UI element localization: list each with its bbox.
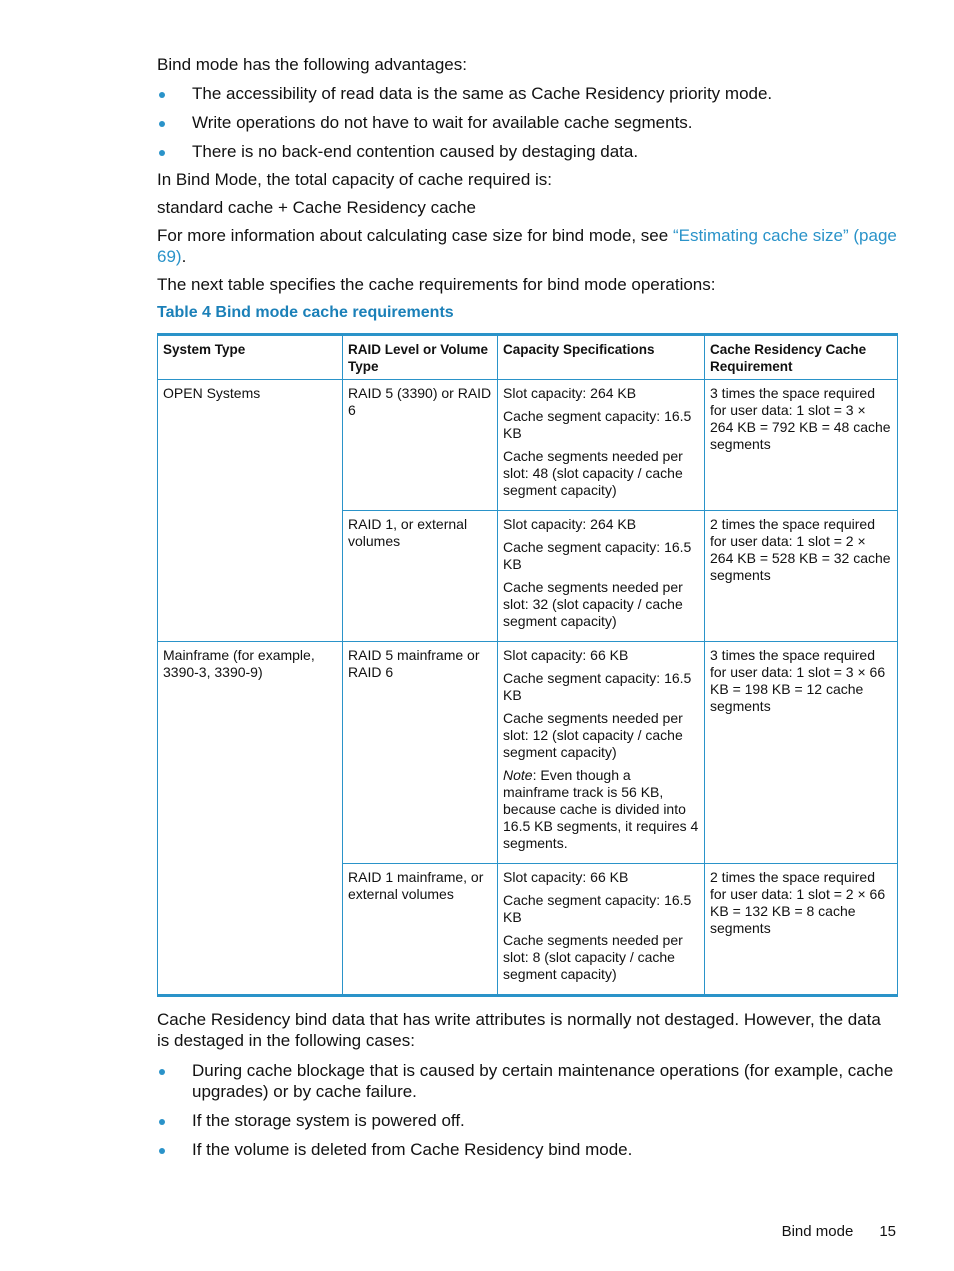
bullet-icon [159, 150, 165, 156]
header-raid-level: RAID Level or Volume Type [343, 335, 498, 380]
header-cache-requirement: Cache Residency Cache Requirement [705, 335, 898, 380]
page-number: 15 [879, 1223, 896, 1240]
list-item: If the storage system is powered off. [157, 1110, 897, 1131]
bullet-icon [159, 121, 165, 127]
table-row [158, 380, 898, 511]
requirement-cell: 3 times the space required for user data: 1 slot = 3 × 264 KB = 792 KB = 48 cache segments [705, 380, 898, 511]
advantages-intro: Bind mode has the following advantages: [157, 55, 467, 74]
capacity-cell: Slot capacity: 264 KB Cache segment capacity: 16.5 KB Cache segments needed per slot: 32 (slot capacity / cache segment capacity) [498, 511, 705, 642]
footer-section-title: Bind mode [781, 1223, 854, 1240]
capacity-cell: Slot capacity: 66 KB Cache segment capacity: 16.5 KB Cache segments needed per slot: 12 (slot capacity / cache segment capacity) Note: Even though a mainframe track is 56 KB, because cache is divided into 16.5 KB segments, it requires 4 segments. [498, 642, 705, 864]
capacity-cell: Slot capacity: 264 KB Cache segment capacity: 16.5 KB Cache segments needed per slot: 48 (slot capacity / cache segment capacity) [498, 380, 705, 511]
table-row [158, 642, 898, 864]
bullet-icon [159, 92, 165, 98]
capacity-cell: Slot capacity: 66 KB Cache segment capacity: 16.5 KB Cache segments needed per slot: 8 (slot capacity / cache segment capacity) [498, 864, 705, 996]
bullet-icon [159, 1148, 165, 1154]
more-info-paragraph: For more information about calculating case size for bind mode, see “Estimating cache size” (page 69). [157, 226, 897, 266]
capacity-formula: standard cache + Cache Residency cache [157, 198, 476, 217]
table-header-row [158, 335, 898, 380]
requirement-cell: 3 times the space required for user data: 1 slot = 3 × 66 KB = 198 KB = 12 cache segments [705, 642, 898, 864]
page-footer [782, 1222, 896, 1242]
raid-level-cell: RAID 1, or external volumes [343, 511, 498, 642]
bullet-icon [159, 1119, 165, 1125]
advantages-list [157, 83, 897, 162]
estimating-cache-size-link[interactable]: “Estimating cache size” (page 69) [157, 226, 897, 266]
list-item: The accessibility of read data is the same as Cache Residency priority mode. [157, 83, 897, 104]
page-content [157, 54, 897, 1168]
list-item: If the volume is deleted from Cache Residency bind mode. [157, 1139, 897, 1160]
header-system-type: System Type [158, 335, 343, 380]
destage-cases-list [157, 1060, 897, 1160]
bullet-icon [159, 1069, 165, 1075]
table-title: Table 4 Bind mode cache requirements [157, 304, 454, 321]
requirement-cell: 2 times the space required for user data: 1 slot = 2 × 66 KB = 132 KB = 8 cache segments [705, 864, 898, 996]
list-item: Write operations do not have to wait for available cache segments. [157, 112, 897, 133]
raid-level-cell: RAID 5 mainframe or RAID 6 [343, 642, 498, 864]
table-intro: The next table specifies the cache requirements for bind mode operations: [157, 275, 716, 294]
capacity-intro: In Bind Mode, the total capacity of cache required is: [157, 170, 553, 189]
cache-requirements-table [157, 333, 898, 997]
system-type-cell: OPEN Systems [158, 380, 343, 642]
requirement-cell: 2 times the space required for user data: 1 slot = 2 × 264 KB = 528 KB = 32 cache segments [705, 511, 898, 642]
raid-level-cell: RAID 1 mainframe, or external volumes [343, 864, 498, 996]
list-item: There is no back-end contention caused by destaging data. [157, 141, 897, 162]
header-capacity-specifications: Capacity Specifications [498, 335, 705, 380]
list-item: During cache blockage that is caused by certain maintenance operations (for example, cache upgrades) or by cache failure. [157, 1060, 897, 1102]
system-type-cell: Mainframe (for example, 3390-3, 3390-9) [158, 642, 343, 996]
destage-intro: Cache Residency bind data that has write attributes is normally not destaged. However, the data is destaged in the following cases: [157, 1010, 881, 1050]
note: Note: Even though a mainframe track is 56 KB, because cache is divided into 16.5 KB segments, it requires 4 segments. [503, 767, 699, 851]
raid-level-cell: RAID 5 (3390) or RAID 6 [343, 380, 498, 511]
